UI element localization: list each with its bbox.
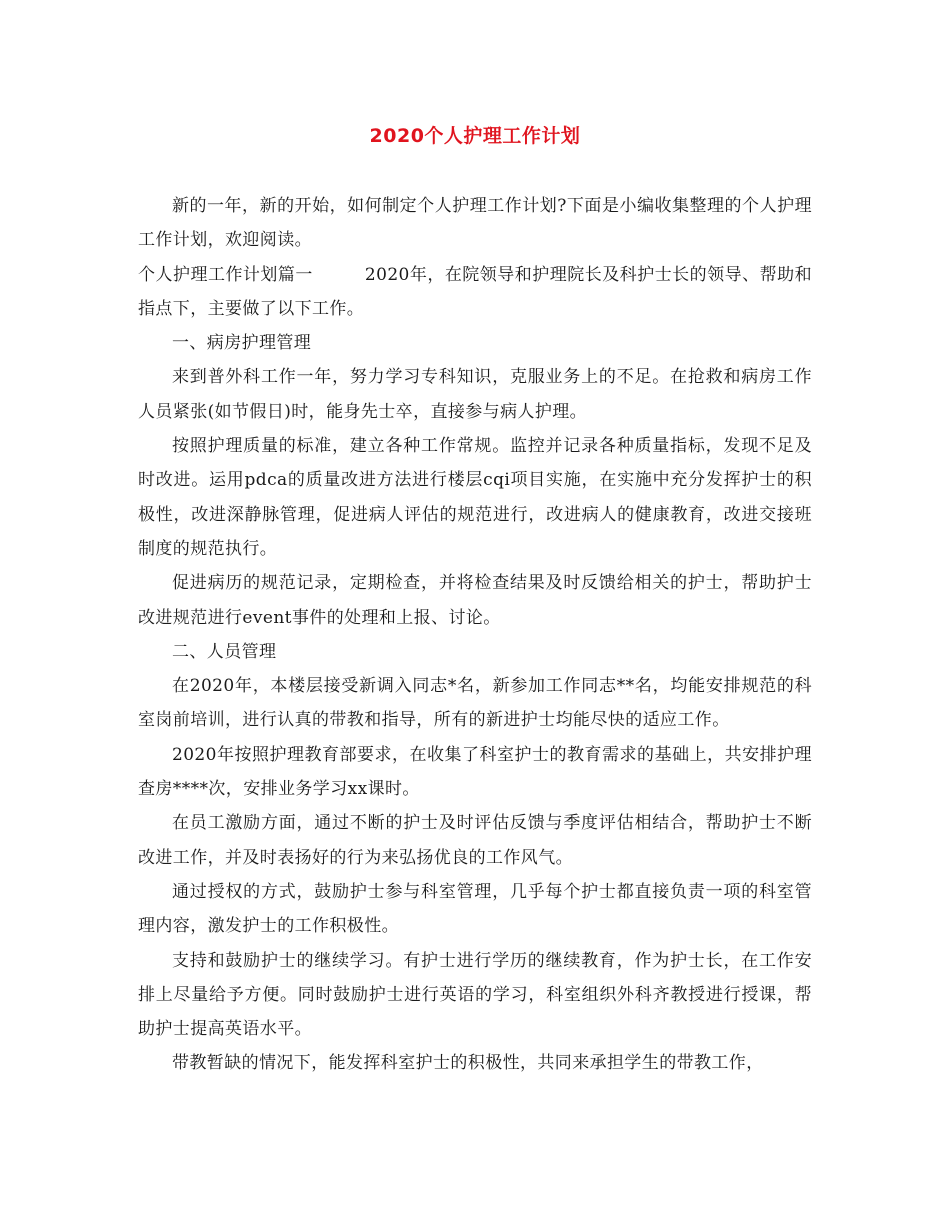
section-one-text: 2020年，在院领导和护理院长及科护士长的领导、帮助和指点下，主要做了以下工作。 (138, 264, 813, 319)
paragraph-ward-2: 按照护理质量的标准，建立各种工作常规。监控并记录各种质量指标，发现不足及时改进。运用pdca的质量改进方法进行楼层cqi项目实施，在实施中充分发挥护士的积极性，改进深静脉管理，促进病人评估的规范进行，改进病人的健康教育，改进交接班制度的规范执行。 (138, 436, 812, 559)
paragraph-staff-6: 带教暂缺的情况下，能发挥科室护士的积极性，共同来承担学生的带教工作， (172, 1053, 764, 1074)
paragraph-staff-2: 2020年按照护理教育部要求，在收集了科室护士的教育需求的基础上，共安排护理查房****次，安排业务学习xx课时。 (138, 744, 812, 800)
paragraph-section-one (138, 258, 812, 327)
document-body (138, 189, 812, 1081)
heading-staff-management: 二、人员管理 (172, 641, 277, 662)
paragraph-staff-3: 在员工激励方面，通过不断的护士及时评估反馈与季度评估相结合，帮助护士不断改进工作，并及时表扬好的行为来弘扬优良的工作风气。 (138, 813, 812, 868)
paragraph-ward-1: 来到普外科工作一年，努力学习专科知识，克服业务上的不足。在抢救和病房工作人员紧张(如节假日)时，能身先士卒，直接参与病人护理。 (138, 367, 812, 422)
paragraph-ward-3: 促进病历的规范记录，定期检查，并将检查结果及时反馈给相关的护士，帮助护士改进规范进行event事件的处理和上报、讨论。 (138, 573, 812, 628)
paragraph-staff-4: 通过授权的方式，鼓励护士参与科室管理，几乎每个护士都直接负责一项的科室管理内容，激发护士的工作积极性。 (138, 881, 812, 937)
paragraph-staff-5: 支持和鼓励护士的继续学习。有护士进行学历的继续教育，作为护士长，在工作安排上尽量给予方便。同时鼓励护士进行英语的学习，科室组织外科齐教授进行授课，帮助护士提高英语水平。 (138, 950, 812, 1040)
heading-ward-nursing: 一、病房护理管理 (172, 333, 312, 354)
paragraph-staff-1: 在2020年，本楼层接受新调入同志*名，新参加工作同志**名，均能安排规范的科室岗前培训，进行认真的带教和指导，所有的新进护士均能尽快的适应工作。 (138, 676, 812, 731)
document-title: 2020个人护理工作计划 (369, 125, 581, 147)
paragraph-intro: 新的一年，新的开始，如何制定个人护理工作计划?下面是小编收集整理的个人护理工作计划，欢迎阅读。 (138, 196, 812, 251)
section-label: 个人护理工作计划篇一 (138, 264, 313, 285)
